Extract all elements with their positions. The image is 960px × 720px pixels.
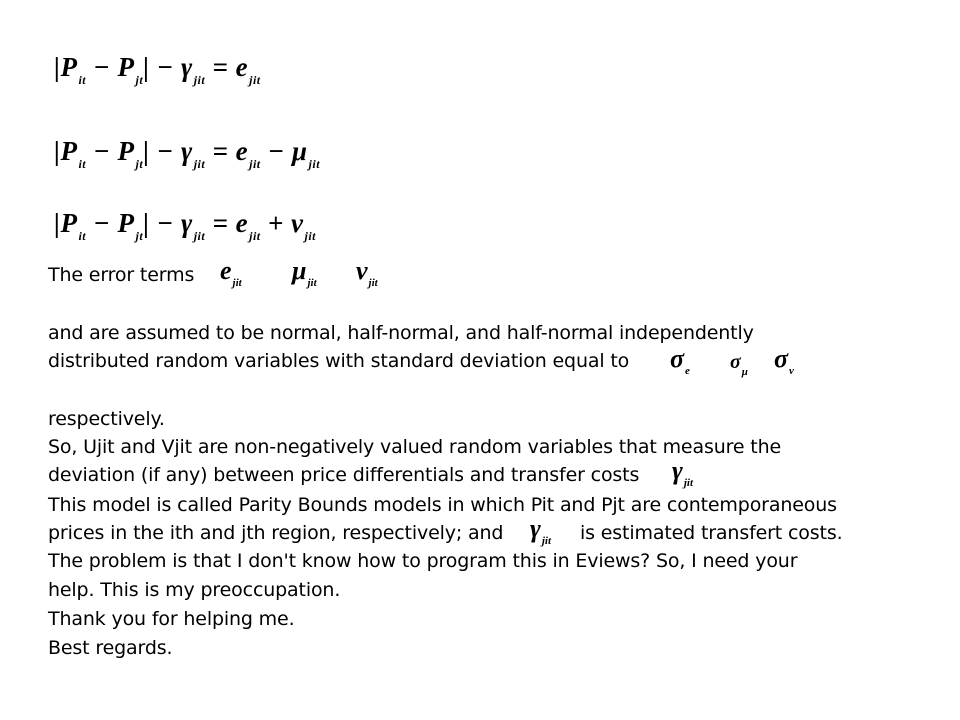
error-symbol-e: $e_{jit}$ <box>220 256 242 289</box>
gamma-symbol-1: $\gamma_{jit}$ <box>672 456 693 489</box>
text-line-8: The problem is that I don't know how to program this in Eviews? So, I need your <box>48 550 798 572</box>
sigma-mu: $\sigma_\mu$ <box>730 351 748 378</box>
error-terms-label: The error terms <box>48 264 195 286</box>
equation-3: $|P_{it} - P_{jt}| - \gamma_{jit} = e_{jit} + \nu_{jit}$ <box>54 208 317 243</box>
text-line-4: So, Ujit and Vjit are non-negatively valued random variables that measure the <box>48 436 782 458</box>
text-line-7a: prices in the ith and jth region, respectively; and <box>48 522 504 544</box>
text-line-6: This model is called Parity Bounds models in which Pit and Pjt are contemporaneous <box>48 494 837 516</box>
sigma-nu: $\sigma_\nu$ <box>774 344 794 377</box>
text-line-1: and are assumed to be normal, half-normal, and half-normal independently <box>48 322 754 344</box>
gamma-symbol-2: $\gamma_{jit}$ <box>530 514 551 547</box>
text-line-9: help. This is my preoccupation. <box>48 579 341 601</box>
error-symbol-nu: $\nu_{jit}$ <box>356 256 378 289</box>
text-line-3: respectively. <box>48 408 165 430</box>
text-line-11: Best regards. <box>48 637 173 659</box>
text-line-2: distributed random variables with standard deviation equal to <box>48 350 630 372</box>
text-line-7b: is estimated transfert costs. <box>580 522 843 544</box>
error-symbol-mu: $\mu_{jit}$ <box>292 256 317 289</box>
text-line-5: deviation (if any) between price differentials and transfer costs <box>48 464 640 486</box>
sigma-e: $\sigma_e$ <box>670 344 690 377</box>
text-line-10: Thank you for helping me. <box>48 608 295 630</box>
equation-1: $|P_{it} - P_{jt}| - \gamma_{jit} = e_{jit}$ <box>54 52 261 87</box>
equation-2: $|P_{it} - P_{jt}| - \gamma_{jit} = e_{jit} - \mu_{jit}$ <box>54 136 321 171</box>
